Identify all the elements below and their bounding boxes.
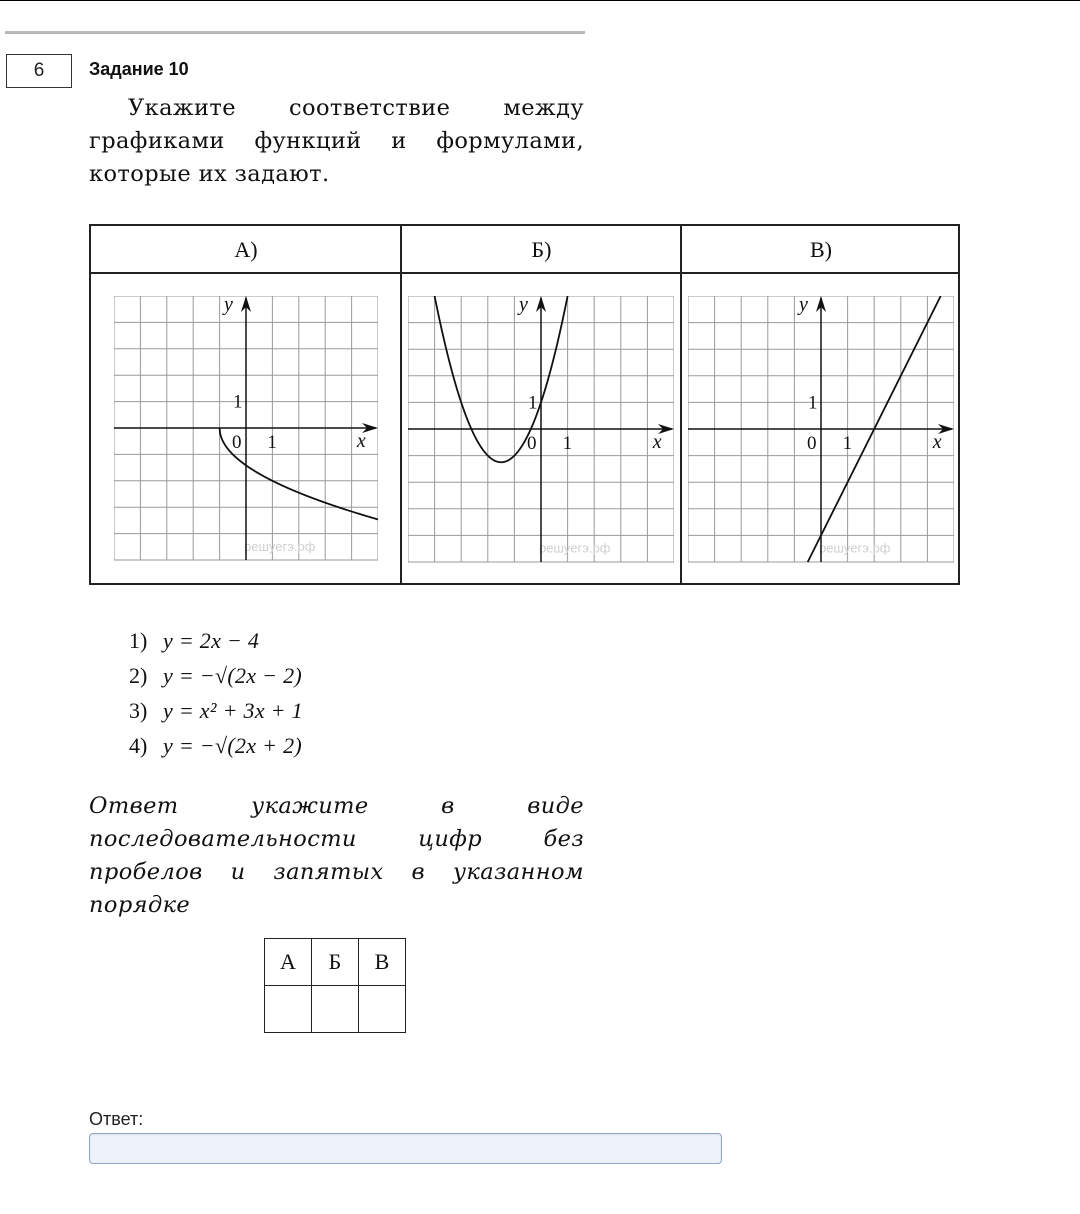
function-curve [433,296,568,462]
watermark: решуегэ.рф [244,538,316,554]
answer-grid-cell [359,986,406,1033]
x-tick-label: 1 [842,433,853,454]
formula-number: 3) [129,697,148,723]
x-axis-label: x [932,431,942,453]
separator [5,31,585,34]
watermark: решуегэ.рф [539,540,611,556]
formula-number: 4) [129,732,148,758]
x-tick-label: 1 [562,433,573,454]
graph-header-b: Б) [531,236,552,262]
graphs-col-divider [400,226,402,583]
formula-expression: y = −√(2x + 2) [163,732,302,758]
formula-item [129,658,303,693]
watermark: решуегэ.рф [819,540,891,556]
graphs-table [89,224,960,585]
formula-number: 1) [129,627,148,653]
graph-b [408,296,674,564]
formula-number: 2) [129,662,148,688]
answer-grid-cell [312,986,359,1033]
answer-grid-cell [265,986,312,1033]
graphs-header-divider [91,272,958,274]
answer-input[interactable] [89,1133,722,1164]
y-axis-label: y [224,296,233,316]
x-axis-label: x [652,431,662,453]
y-axis-label: y [519,296,528,316]
formula-item [129,693,303,728]
answer-grid [264,938,406,1033]
y-tick-label: 1 [528,392,538,414]
y-tick-label: 1 [808,392,818,414]
y-axis-label: y [799,296,808,316]
origin-label: 0 [527,433,537,454]
formula-list [129,623,303,763]
task-number: 6 [6,54,72,88]
answer-instruction: Ответ укажите в виде последовательности цифр без пробелов и запятых в указанном порядке [89,793,584,918]
task-title: Задание 10 [89,59,189,79]
x-tick-label: 1 [267,432,277,453]
y-tick-label: 1 [233,391,243,413]
graph-header-v: В) [810,236,832,262]
answer-grid-header: Б [312,939,359,986]
answer-grid-header: А [265,939,312,986]
formula-expression: y = −√(2x − 2) [163,662,302,688]
origin-label: 0 [232,432,242,453]
x-axis-label: x [356,430,366,452]
graph-v [688,296,954,564]
formula-item [129,623,303,658]
task-intro: Укажите соответствие между графиками функций и формулами, которые их задают. [89,95,584,187]
graph-a [114,296,378,564]
formula-item [129,728,303,763]
graph-header-a: А) [234,236,258,262]
answer-label: Ответ: [89,1109,144,1129]
answer-grid-header: В [359,939,406,986]
formula-expression: y = x² + 3x + 1 [163,697,303,723]
top-border [0,0,1080,1]
formula-expression: y = 2x − 4 [163,627,260,653]
origin-label: 0 [807,433,817,454]
graphs-col-divider [680,226,682,583]
